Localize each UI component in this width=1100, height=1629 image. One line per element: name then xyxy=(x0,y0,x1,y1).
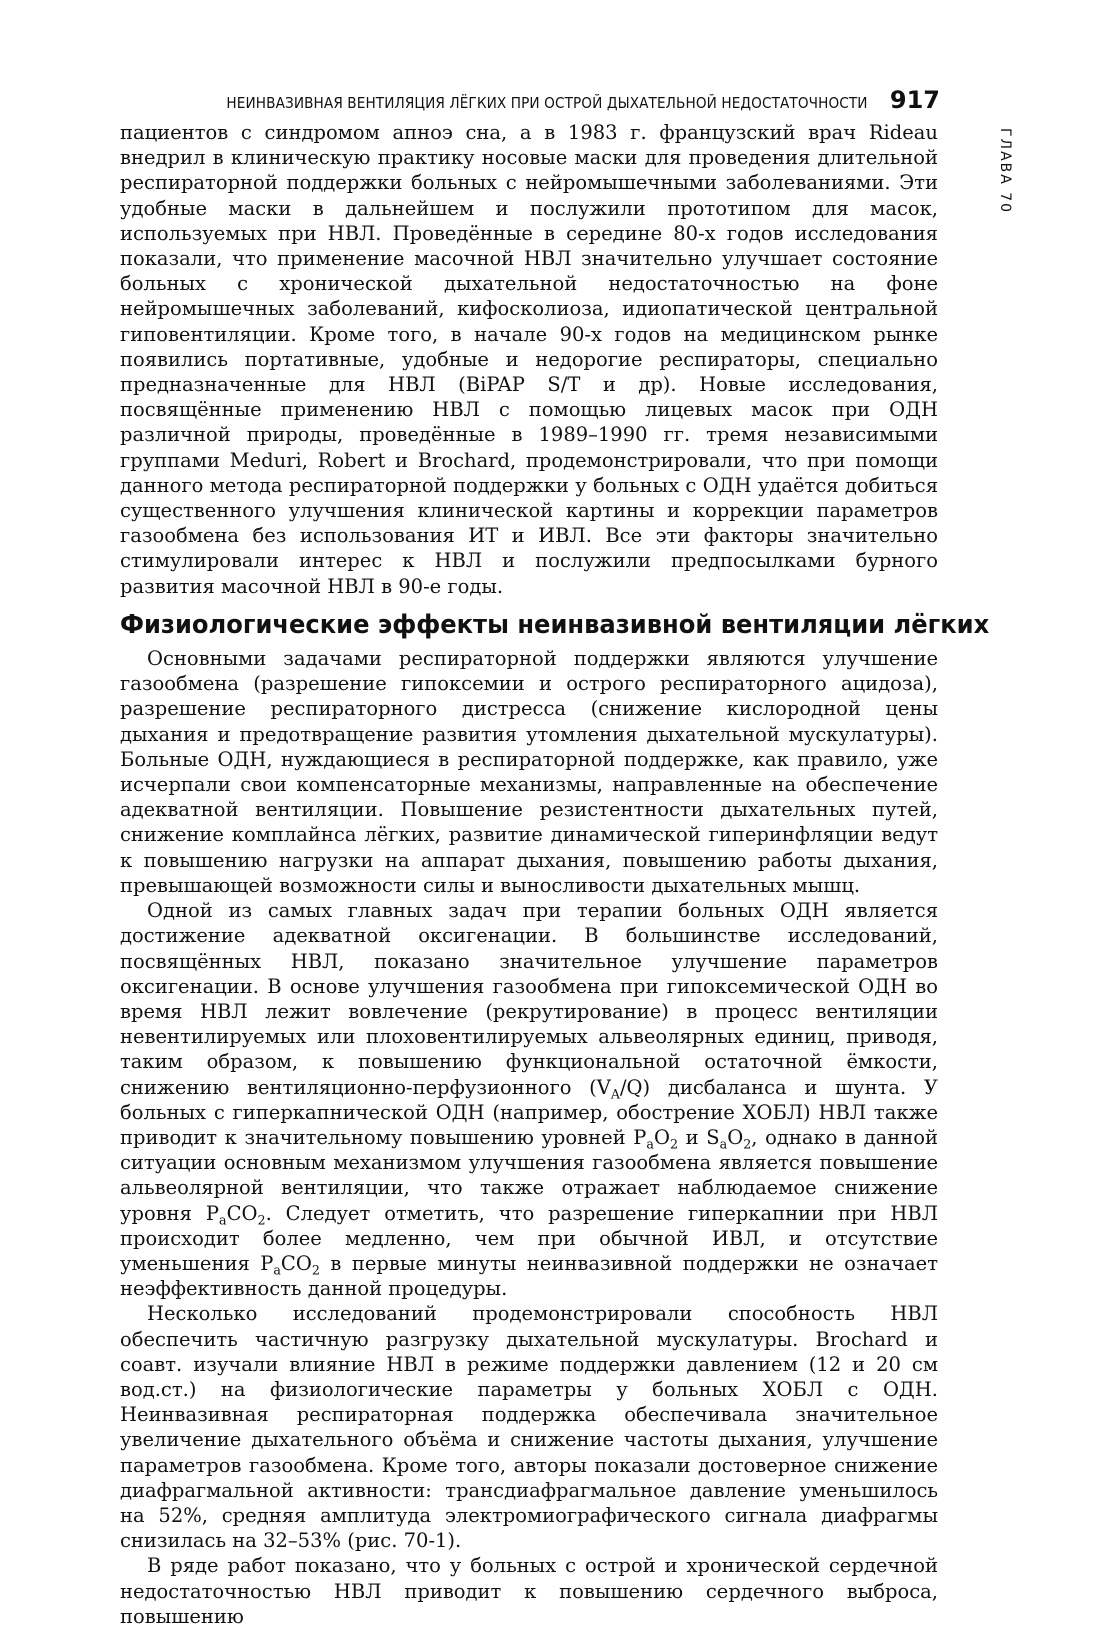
paragraph-3: Одной из самых главных задач при терапии больных ОДН является достижение адекватной оксигенации. В большинстве исследований, посвящённых НВЛ, показано значительное улучшение параметров оксигенации. В основе улучшения газообмена при гипоксемической ОДН во время НВЛ лежит вовлечение (рекрутирование) в процесс вентиляции невентилируемых или плоховентилируемых альвеолярных единиц, приводя, таким образом, к повышению функциональной остаточной ёмкости, снижению вентиляционно-перфузионного $(V_A/Q)$ дисбаланса и шунта. У больных с гиперкапнической ОДН (например, обострение ХОБЛ) НВЛ также приводит к значительному повышению уровней $P_aO_2$ и $S_aO_2$, однако в данной ситуации основным механизмом улучшения газообмена является повышение альвеолярной вентиляции, что также отражает наблюдаемое снижение уровня $P_aCO_2$. Следует отметить, что разрешение гиперкапнии при НВЛ происходит более медленно, чем при обычной ИВЛ, и отсутствие уменьшения $P_aCO_2$ в первые минуты неинвазивной поддержки не означает неэффективность данной процедуры. xyxy=(120,899,939,1301)
paragraph-1: пациентов с синдромом апноэ сна, а в 1983 г. французский врач Rideau внедрил в клиническую практику носовые маски для проведения длительной респираторной поддержки больных с нейромышечными заболеваниями. Эти удобные маски в дальнейшем и послужили прототипом для масок, используемых при НВЛ. Проведённые в середине 80-х годов исследования показали, что применение масочной НВЛ значительно улучшает состояние больных с хронической дыхательной недостаточностью на фоне нейромышечных заболеваний, кифосколиоза, идиопатической центральной гиповентиляции. Кроме того, в начале 90-х годов на медицинском рынке появились портативные, удобные и недорогие респираторы, специально предназначенные для НВЛ (BiPAP S/T и др). Новые исследования, посвящённые применению НВЛ с помощью лицевых масок при ОДН различной природы, проведённые в 1989–1990 гг. тремя независимыми группами Meduri, Robert и Brochard, продемонстрировали, что при помощи данного метода респираторной поддержки у больных с ОДН удаётся добиться существенного улучшения клинической картины и коррекции параметров газообмена без использования ИТ и ИВЛ. Все эти факторы значительно стимулировали интерес к НВЛ и послужили предпосылками бурного развития масочной НВЛ в 90-е годы. xyxy=(120,121,938,598)
running-title: НЕИНВАЗИВНАЯ ВЕНТИЛЯЦИЯ ЛЁГКИХ ПРИ ОСТРОЙ ДЫХАТЕЛЬНОЙ НЕДОСТАТОЧНОСТИ xyxy=(226,94,868,112)
paragraph-5: В ряде работ показано, что у больных с острой и хронической сердечной недостаточностью НВЛ приводит к повышению сердечного выброса, повышению xyxy=(120,1554,938,1628)
paragraph-4: Несколько исследований продемонстрировали способность НВЛ обеспечить частичную разгрузку дыхательной мускулатуры. Brochard и соавт. изучали влияние НВЛ в режиме поддержки давлением (12 и 20 см вод.ст.) на физиологические параметры у больных ХОБЛ с ОДН. Неинвазивная респираторная поддержка обеспечивала значительное увеличение дыхательного объёма и снижение частоты дыхания, улучшение параметров газообмена. Кроме того, авторы показали достоверное снижение диафрагмальной активности: трансдиафрагмальное давление уменьшилось на 52%, средняя амплитуда электромиографического сигнала диафрагмы снизилась на 32–53% (рис. 70-1). xyxy=(120,1302,938,1553)
section-heading: Физиологические эффекты неинвазивной вентиляции лёгких xyxy=(120,609,990,640)
paragraph-2: Основными задачами респираторной поддержки являются улучшение газообмена (разрешение гипоксемии и острого респираторного ацидоза), разрешение респираторного дистресса (снижение кислородной цены дыхания и предотвращение развития утомления дыхательной мускулатуры). Больные ОДН, нуждающиеся в респираторной поддержке, как правило, уже исчерпали свои компенсаторные механизмы, направленные на обеспечение адекватной вентиляции. Повышение резистентности дыхательных путей, снижение комплайнса лёгких, развитие динамической гиперинфляции ведут к повышению нагрузки на аппарат дыхания, повышению работы дыхания, превышающей возможности силы и выносливости дыхательных мышц. xyxy=(120,647,938,897)
page-number: 917 xyxy=(889,86,940,114)
body-text xyxy=(120,120,990,1629)
chapter-tab: ГЛАВА 70 xyxy=(997,128,1013,215)
running-header xyxy=(120,86,940,114)
